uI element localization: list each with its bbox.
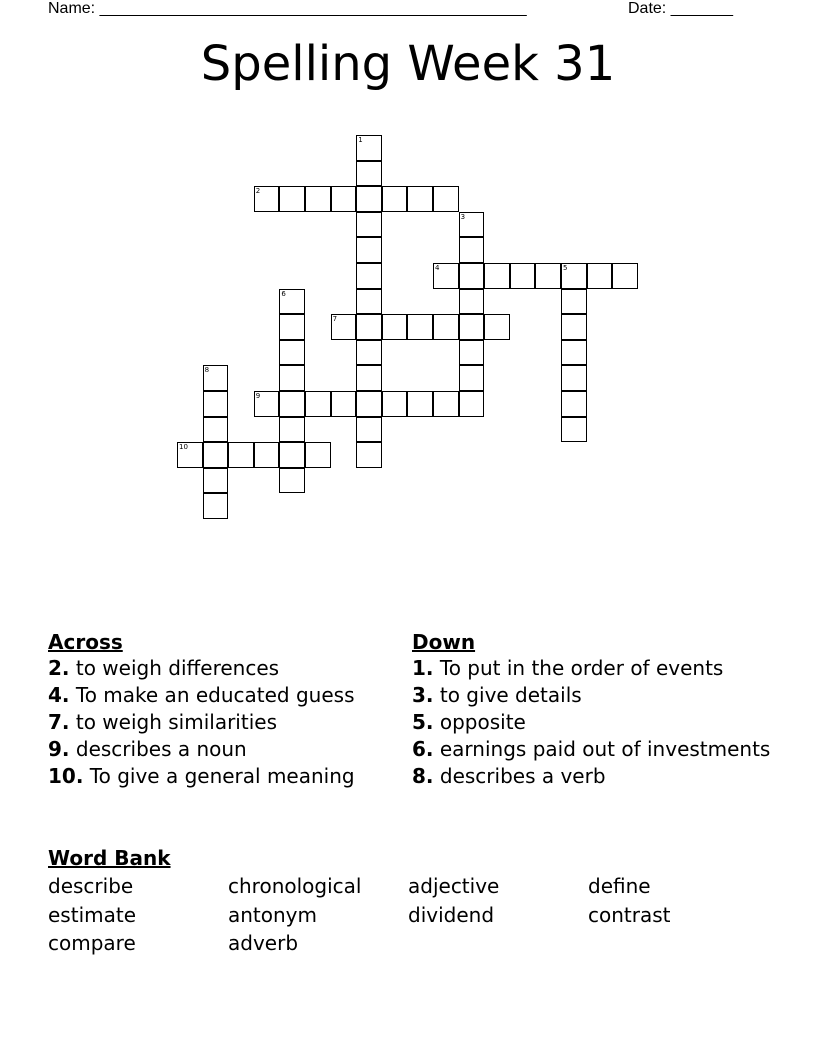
clue-number: 4 [435,264,440,272]
crossword-cell [356,263,382,289]
crossword-cell [561,289,587,315]
crossword-cell [561,391,587,417]
crossword-cell [356,314,382,340]
crossword-cell [279,442,305,468]
crossword-cell [356,186,382,212]
crossword-cell [459,340,485,366]
word-bank-word: dividend [408,902,495,927]
crossword-cell [356,442,382,468]
word-bank-word: describe [48,874,134,898]
crossword-cell [356,212,382,238]
crossword-cell [279,468,305,494]
down-heading: Down [412,630,476,654]
crossword-cell [177,442,203,468]
crossword-cell [561,263,587,289]
crossword-cell [587,263,613,289]
crossword-cell [279,417,305,443]
crossword-cell [203,493,229,519]
crossword-cell [459,263,485,289]
crossword-cell [459,314,485,340]
crossword-cell [203,417,229,443]
crossword-cell [535,263,561,289]
crossword-cell [356,135,382,161]
crossword-cell [459,237,485,263]
word-bank-word: adverb [228,931,299,955]
page-title: Spelling Week 31 [200,36,616,92]
crossword-cell [254,391,280,417]
across-heading: Across [48,630,123,654]
clue-number: 8 [204,366,210,375]
crossword-cell [382,391,408,417]
across-clue: 10. To give a general meaning [48,764,355,788]
crossword-cell [203,442,229,468]
word-bank-word: adjective [408,874,500,898]
down-clue: 6. earnings paid out of investments [412,737,771,761]
crossword-cell [433,391,459,417]
clue-number: 5 [563,264,568,272]
crossword-cell [561,314,587,340]
crossword-cell [561,365,587,391]
clue-number: 3 [460,212,466,221]
crossword-cell [331,314,357,340]
crossword-cell [254,442,280,468]
crossword-cell [279,365,305,391]
crossword-cell [356,161,382,187]
across-clue: 9. describes a noun [48,737,247,761]
crossword-cell [356,237,382,263]
word-bank [48,844,768,958]
crossword-cell [356,365,382,391]
crossword-cell [279,391,305,417]
crossword-cell [356,417,382,443]
crossword-cell [561,340,587,366]
crossword-cell [203,365,229,391]
down-clue: 8. describes a verb [412,764,606,788]
crossword-cell [254,186,280,212]
crossword-cell [510,263,536,289]
across-clue: 7. to weigh similarities [48,710,277,734]
word-bank-heading: Word Bank [48,846,171,870]
crossword-cell [459,365,485,391]
crossword-cell [407,391,433,417]
crossword-cell [356,391,382,417]
across-clues [48,628,388,791]
clue-number: 9 [255,392,261,400]
crossword-cell [612,263,638,289]
crossword-cell [459,289,485,315]
word-bank-word: compare [48,931,136,955]
clue-number: 2 [255,187,261,196]
crossword-cell [203,391,229,417]
crossword-cell [356,340,382,366]
crossword-cell [459,212,485,238]
crossword-cell [305,442,331,468]
crossword-cell [203,468,229,494]
word-bank-word: estimate [48,902,137,927]
word-bank-word: chronological [228,874,362,898]
clue-number: 10 [179,443,188,452]
crossword-cell [382,186,408,212]
crossword-cell [433,263,459,289]
crossword-cell [407,314,433,340]
crossword-cell [484,263,510,289]
word-bank-word: antonym [228,902,318,927]
crossword-cell [356,289,382,315]
crossword-cell [331,391,357,417]
crossword-cell [382,314,408,340]
clue-number: 6 [281,289,286,298]
crossword-cell [279,289,305,315]
down-clues [412,628,772,791]
crossword-cell [279,340,305,366]
across-clue: 4. To make an educated guess [48,683,355,707]
down-clue: 5. opposite [412,710,526,734]
crossword-cell [331,186,357,212]
clue-number: 7 [332,315,338,324]
crossword-cell [279,314,305,340]
word-bank-word: contrast [588,902,671,927]
down-clue: 1. To put in the order of events [412,656,724,680]
date-field-label: Date: _______ [628,0,733,17]
crossword-cell [484,314,510,340]
crossword-cell [459,391,485,417]
crossword-cell [305,186,331,212]
crossword-cell [228,442,254,468]
crossword-cell [561,417,587,443]
down-clue: 3. to give details [412,683,582,707]
crossword-cell [433,314,459,340]
clue-number: 1 [358,136,363,144]
across-clue: 2. to weigh differences [48,656,280,680]
crossword-cell [407,186,433,212]
crossword-cell [279,186,305,212]
word-bank-word: define [588,874,651,898]
crossword-cell [433,186,459,212]
crossword-cell [305,391,331,417]
name-field-label: Name: ________________________________________________ [48,0,527,17]
